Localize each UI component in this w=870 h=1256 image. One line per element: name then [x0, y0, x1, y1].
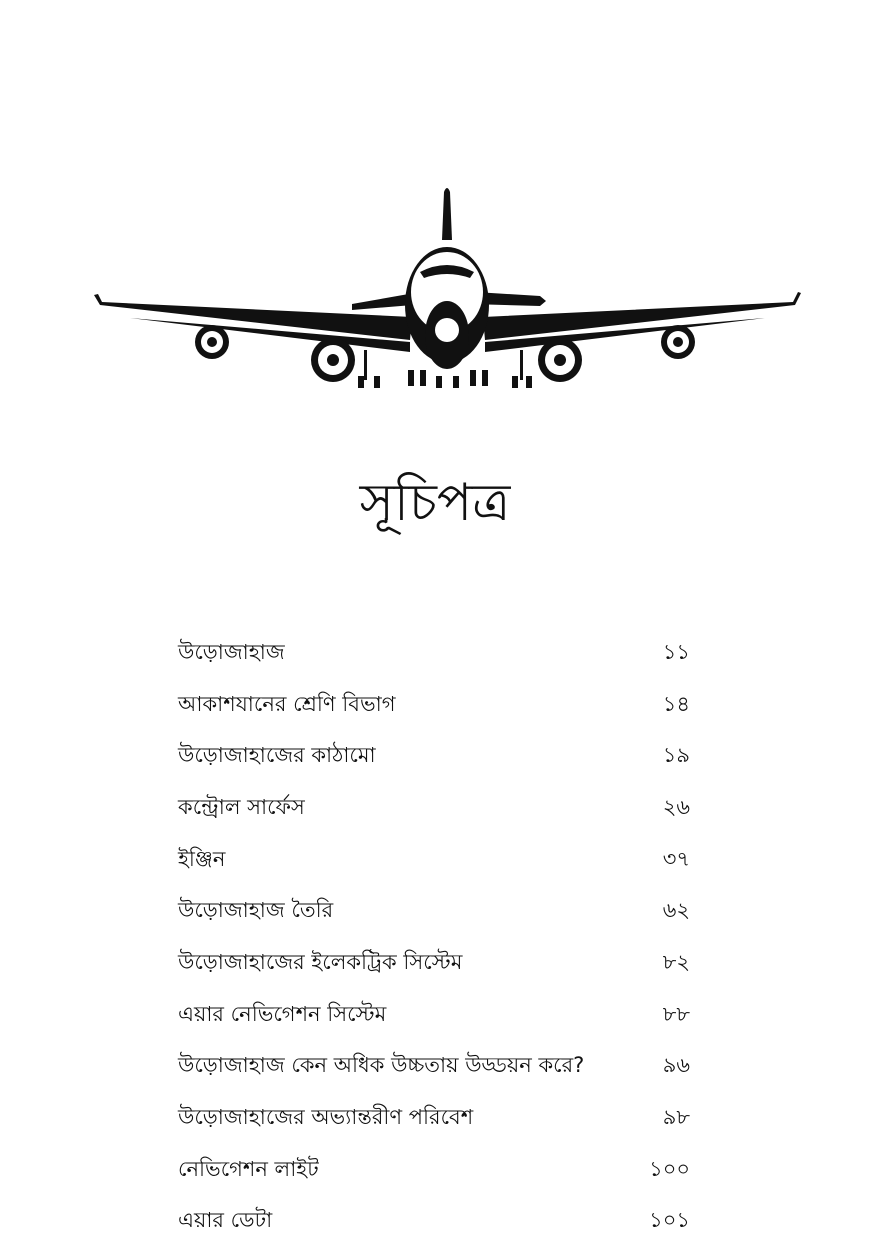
toc-entry-title: নেভিগেশন লাইট	[178, 1156, 319, 1181]
toc-entry	[178, 988, 690, 1040]
toc-entry-title: ইঞ্জিন	[178, 846, 226, 871]
toc-entry	[178, 1040, 690, 1092]
toc-entry	[178, 884, 690, 936]
toc-entry-page: ২৬	[662, 794, 690, 819]
page-title: সূচিপত্র	[359, 473, 511, 533]
toc-entry-title: উড়োজাহাজের ইলেকট্রিক সিস্টেম	[178, 949, 463, 974]
toc-entry-title: উড়োজাহাজ তৈরি	[178, 898, 334, 923]
toc-entry-page: ৬২	[662, 898, 690, 923]
toc-entry	[178, 626, 690, 678]
toc-entry-title: আকাশযানের শ্রেণি বিভাগ	[178, 691, 396, 716]
toc-entry-page: ১৯	[662, 743, 690, 768]
toc-entry-page: ৩৭	[662, 846, 690, 871]
toc-entry	[178, 1091, 690, 1143]
toc-entry-title: উড়োজাহাজের অভ্যান্তরীণ পরিবেশ	[178, 1105, 474, 1130]
toc-entry-page: ৮২	[662, 949, 690, 974]
toc-entry	[178, 1195, 690, 1247]
toc-entry-page: ১১	[662, 639, 690, 664]
engine-outer-left	[195, 325, 229, 359]
toc-entry	[178, 781, 690, 833]
tail-fin	[442, 188, 452, 240]
toc-entry-title: এয়ার ডেটা	[178, 1208, 273, 1233]
toc-entry	[178, 729, 690, 781]
table-of-contents	[178, 626, 690, 1246]
toc-entry-title: উড়োজাহাজ	[178, 639, 285, 664]
engine-outer-right	[661, 325, 695, 359]
engine-inner-left	[311, 338, 355, 382]
toc-entry-page: ১০০	[649, 1156, 690, 1181]
toc-entry	[178, 1143, 690, 1195]
engine-inner-right	[538, 338, 582, 382]
toc-entry	[178, 936, 690, 988]
left-wing	[94, 294, 412, 340]
toc-entry-page: ১৪	[662, 691, 690, 716]
airplane-icon	[90, 180, 805, 405]
toc-entry-title: কন্ট্রোল সার্ফেস	[178, 794, 305, 819]
toc-entry-page: ৯৬	[662, 1053, 690, 1078]
toc-entry-page: ৯৮	[662, 1105, 690, 1130]
toc-entry-page: ১০১	[649, 1208, 690, 1233]
toc-entry	[178, 833, 690, 885]
toc-entry-title: উড়োজাহাজের কাঠামো	[178, 743, 376, 768]
toc-entry	[178, 678, 690, 730]
toc-entry-title: এয়ার নেভিগেশন সিস্টেম	[178, 1001, 387, 1026]
toc-entry-page: ৮৮	[662, 1001, 690, 1026]
toc-entry-title: উড়োজাহাজ কেন অধিক উচ্চতায় উড্ডয়ন করে?	[178, 1053, 585, 1078]
